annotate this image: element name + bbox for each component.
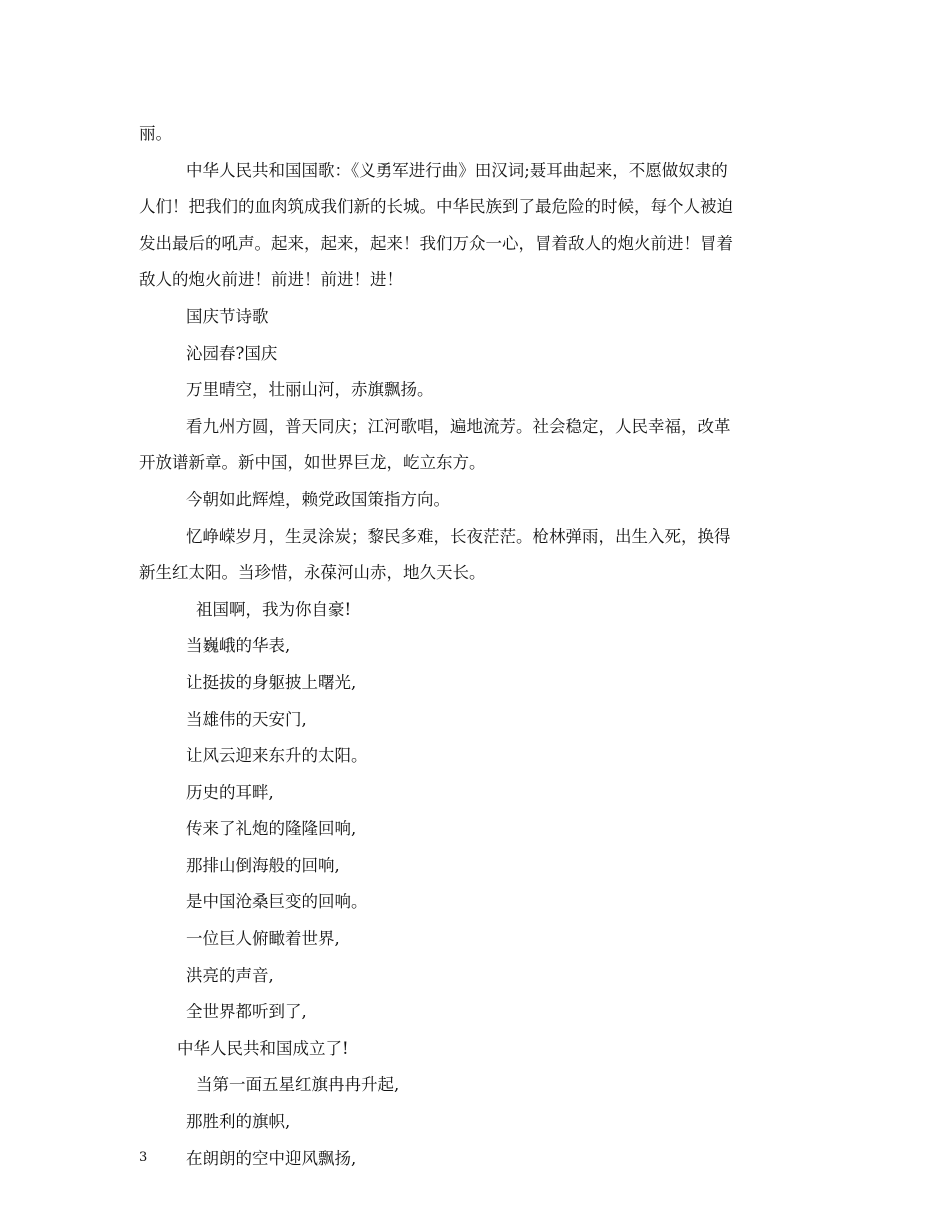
- section-heading: 国庆节诗歌: [186, 306, 269, 326]
- text-line: 看九州方圆，普天同庆；江河歌唱，遍地流芳。社会稳定，人民幸福，改革: [186, 416, 731, 436]
- poem-line: 在朗朗的空中迎风飘扬,: [186, 1148, 357, 1168]
- poem-line: 让挺拔的身躯披上曙光,: [186, 672, 357, 692]
- poem-line: 那胜利的旗帜,: [186, 1112, 291, 1132]
- poem-title: 沁园春?国庆: [186, 343, 278, 363]
- poem-line: 当巍峨的华表,: [186, 636, 291, 656]
- document-body: [139, 116, 814, 1177]
- poem-line: 传来了礼炮的隆隆回响,: [186, 819, 357, 839]
- text-line: 万里晴空，壮丽山河，赤旗飘扬。: [186, 380, 434, 400]
- text-line: 今朝如此辉煌，赖党政国策指方向。: [186, 489, 450, 509]
- poem-line: 中华人民共和国成立了!: [177, 1038, 349, 1058]
- text-line: 丽。: [139, 124, 172, 143]
- text-line: 中华人民共和国国歌：《义勇军进行曲》田汉词;聂耳曲起来，不愿做奴隶的: [186, 160, 728, 180]
- poem-line: 是中国沧桑巨变的回响。: [186, 892, 368, 912]
- poem-line: 那排山倒海般的回响,: [186, 855, 340, 875]
- page-number: 3: [139, 1150, 148, 1165]
- text-line: 敌人的炮火前进！前进！前进！进！: [139, 270, 403, 290]
- poem-line: 历史的耳畔,: [186, 782, 274, 802]
- text-line: 忆峥嵘岁月，生灵涂炭；黎民多难，长夜茫茫。枪林弹雨，出生入死，换得: [186, 526, 731, 546]
- poem-line: 当第一面五星红旗冉冉升起,: [196, 1075, 400, 1095]
- poem-line: 祖国啊，我为你自豪!: [196, 599, 352, 619]
- text-line: 新生红太阳。当珍惜，永葆河山赤，地久天长。: [139, 563, 486, 583]
- poem-line: 洪亮的声音,: [186, 965, 274, 985]
- poem-line: 全世界都听到了,: [186, 1002, 307, 1022]
- text-line: 人们！把我们的血肉筑成我们新的长城。中华民族到了最危险的时候，每个人被迫: [139, 197, 733, 217]
- text-line: 开放谱新章。新中国，如世界巨龙，屹立东方。: [139, 453, 486, 473]
- text-line: 发出最后的吼声。起来，起来，起来！我们万众一心，冒着敌人的炮火前进！冒着: [139, 233, 733, 253]
- poem-line: 一位巨人俯瞰着世界,: [186, 929, 340, 949]
- poem-line: 当雄伟的天安门,: [186, 709, 307, 729]
- poem-line: 让风云迎来东升的太阳。: [186, 746, 368, 766]
